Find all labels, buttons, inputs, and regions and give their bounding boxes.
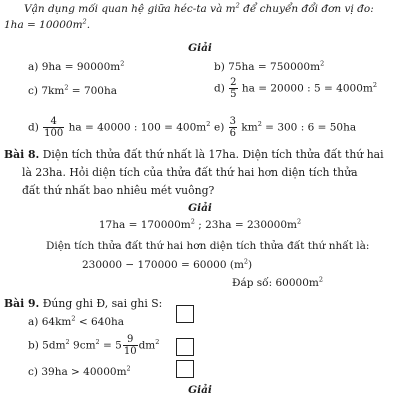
sup: 2 xyxy=(65,338,70,346)
bai8-calc-2 xyxy=(82,259,252,271)
solution-e xyxy=(214,116,356,139)
bai8-line-2: là 23ha. Hỏi diện tích của thửa đất thứ hai hơn diện tích thửa xyxy=(22,166,358,179)
solution-text: = 300 : 6 = 50ha xyxy=(261,121,357,134)
fraction-denominator: 10 xyxy=(123,346,137,357)
item-label: c) xyxy=(28,366,38,378)
exercise-text: Đúng ghi Đ, sai ghi S: xyxy=(39,297,163,310)
fraction xyxy=(229,77,237,100)
item-label: a) xyxy=(28,316,39,328)
sup: 2 xyxy=(155,338,160,346)
calc-text: ; 23ha = 230000m xyxy=(194,219,297,231)
sup: 2 xyxy=(126,364,131,373)
intro-eq: 1ha = 10000m xyxy=(4,19,83,31)
bai8-calc-1 xyxy=(0,219,400,231)
fraction xyxy=(43,116,64,139)
bai9-item-a xyxy=(28,316,124,328)
item-label: c) xyxy=(28,85,38,97)
giai-heading-2: Giải xyxy=(188,202,212,214)
exercise-title: Bài 9. xyxy=(4,297,40,310)
bai8-line-3: đất thứ nhất bao nhiêu mét vuông? xyxy=(22,184,215,197)
item-text: 64km xyxy=(41,316,72,328)
fraction-numerator: 9 xyxy=(123,334,138,346)
solution-text: ha = 20000 : 5 = 4000m xyxy=(238,82,373,95)
sup: 2 xyxy=(257,120,262,128)
bai9-item-c xyxy=(28,366,131,378)
bai9-title-line xyxy=(4,297,162,310)
sup: 2 xyxy=(120,59,125,68)
solution-text: ha = 40000 : 100 = 400m xyxy=(65,121,207,134)
fraction xyxy=(123,334,138,357)
solution-a xyxy=(28,61,124,73)
exercise-text: Diện tích thửa đất thứ nhất là 17ha. Diện tích thửa đất thứ hai xyxy=(39,148,384,161)
answer-box-c[interactable] xyxy=(176,360,194,378)
intro-text: Vận dụng mối quan hệ giữa héc-ta và m xyxy=(24,3,236,15)
sup: 2 xyxy=(82,17,87,26)
sup: 2 xyxy=(64,83,69,92)
giai-heading-3: Giải xyxy=(188,384,212,396)
solution-text: 7km xyxy=(41,85,65,97)
sup: 2 xyxy=(318,275,323,284)
item-text: 5dm xyxy=(42,339,66,352)
bai8-answer xyxy=(232,277,323,289)
item-label: a) xyxy=(28,61,39,73)
unit: dm xyxy=(138,339,156,352)
bai9-item-b xyxy=(28,334,159,357)
item-label: e) xyxy=(214,121,225,134)
solution-b xyxy=(214,61,324,73)
solution-text: 9ha = 90000m xyxy=(41,61,121,73)
item-label: b) xyxy=(28,339,39,352)
item-text: = 5 xyxy=(99,339,122,352)
calc-text: 230000 − 170000 = 60000 (m xyxy=(82,259,244,271)
sup: 2 xyxy=(243,257,249,266)
sup: 2 xyxy=(235,1,240,10)
intro-line-2 xyxy=(4,19,90,31)
calc-text-end: ) xyxy=(248,259,253,271)
sup: 2 xyxy=(297,217,302,226)
sup: 2 xyxy=(190,217,195,226)
intro-text-end: để chuyển đổi đơn vị đo: xyxy=(239,3,374,15)
fraction-numerator: 3 xyxy=(229,116,237,127)
item-text-post: < 640ha xyxy=(75,316,125,328)
solution-c xyxy=(28,85,117,97)
answer-box-b[interactable] xyxy=(176,338,194,356)
fraction-numerator: 4 xyxy=(43,116,64,128)
exercise-title: Bài 8. xyxy=(4,148,40,161)
item-label: d) xyxy=(214,82,225,95)
intro-line-1 xyxy=(24,3,374,15)
answer-text: Đáp số: 60000m xyxy=(232,277,319,289)
calc-text: 17ha = 170000m xyxy=(98,219,191,231)
solution-d-2 xyxy=(28,116,210,139)
solution-text: 75ha = 750000m xyxy=(228,61,321,73)
bai8-diff-line: Diện tích thửa đất thứ hai hơn diện tích thửa đất thứ nhất là: xyxy=(46,240,370,252)
unit: km xyxy=(238,121,258,134)
item-text: 9cm xyxy=(69,339,96,352)
sup: 2 xyxy=(71,314,76,323)
fraction-denominator: 100 xyxy=(44,128,64,139)
sup: 2 xyxy=(95,338,100,346)
fraction xyxy=(229,116,237,139)
solution-text-post: = 700ha xyxy=(68,85,118,97)
sup: 2 xyxy=(372,81,377,89)
solution-d-1 xyxy=(214,77,377,100)
period: . xyxy=(86,19,91,31)
sup: 2 xyxy=(206,120,211,128)
fraction-denominator: 6 xyxy=(229,128,237,139)
item-label: d) xyxy=(28,121,39,134)
item-label: b) xyxy=(214,61,225,73)
answer-box-a[interactable] xyxy=(176,305,194,323)
giai-heading-1: Giải xyxy=(188,42,212,54)
fraction-denominator: 5 xyxy=(230,89,237,100)
item-text: 39ha > 40000m xyxy=(41,366,127,378)
fraction-numerator: 2 xyxy=(230,77,237,88)
sup: 2 xyxy=(320,59,325,68)
bai8-line-1 xyxy=(4,148,384,161)
